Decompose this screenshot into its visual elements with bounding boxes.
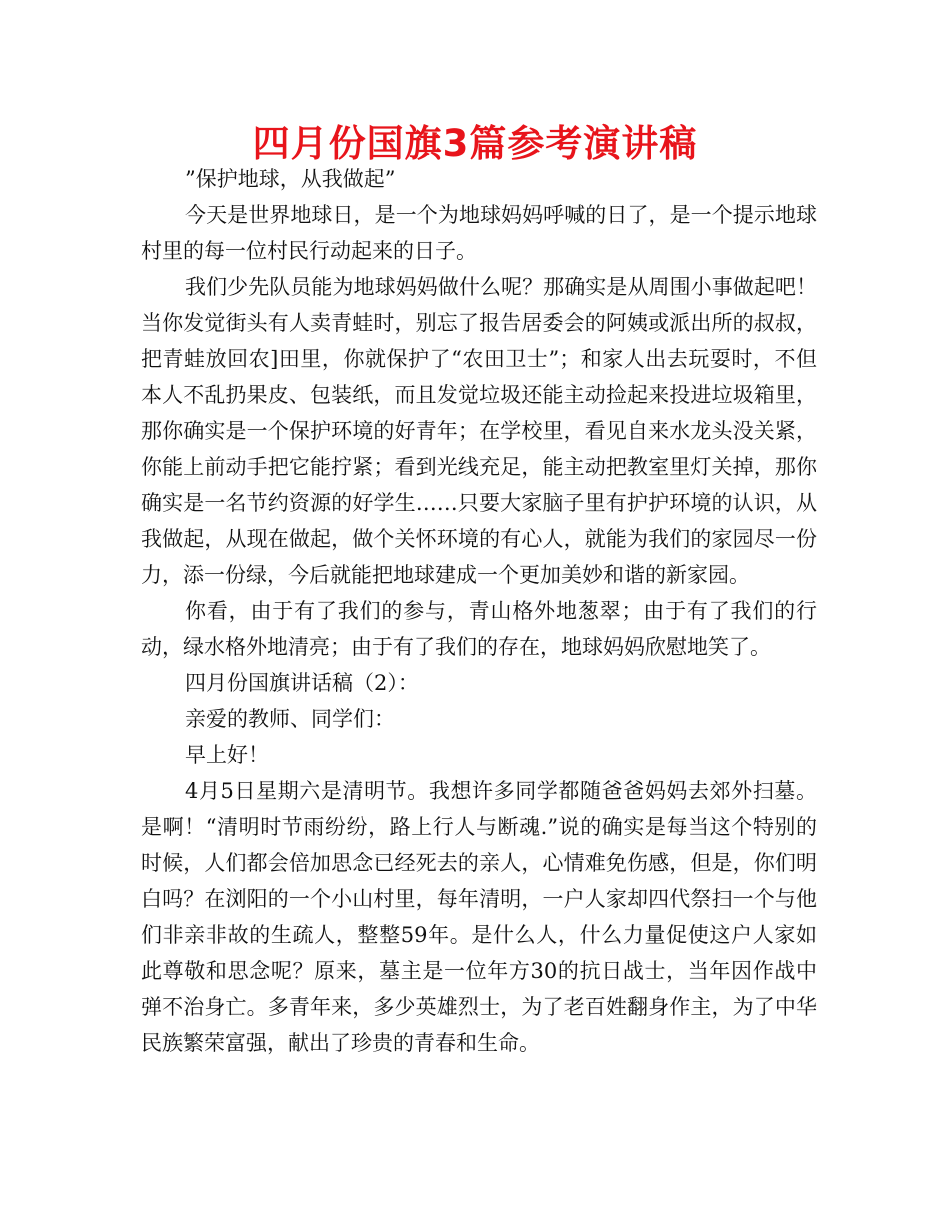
paragraph-earth-day: 今天是世界地球日，是一个为地球妈妈呼喊的日了，是一个提示地球村里的每一位村民行动起来的日子。 bbox=[141, 203, 817, 263]
document-title: 四月份国旗3篇参考演讲稿 bbox=[252, 122, 698, 165]
paragraph-qingming: 4月5日星期六是清明节。我想许多同学都随爸爸妈妈去郊外扫墓。是啊！“清明时节雨纷纷，路上行人与断魂.”说的确实是每当这个特别的时候，人们都会倍加思念已经死去的亲人，心情难免伤感，但是，你们明白吗？在浏阳的一个小山村里，每年清明，一户人家却四代祭扫一个与他们非亲非故的生疏人，整整59年。是什么人，什么力量促使这户人家如此尊敬和思念呢？原来，墓主是一位年方30的抗日战士，当年因作战中弹不治身亡。多青年来，多少英雄烈士，为了老百姓翻身作主，为了中华民族繁荣富强，献出了珍贵的青春和生命。 bbox=[141, 779, 817, 1055]
paragraph-speech-2-heading: 四月份国旗讲话稿（2）： bbox=[185, 671, 419, 695]
paragraph-conclusion: 你看，由于有了我们的参与，青山格外地葱翠；由于有了我们的行动，绿水格外地清亮；由于有了我们的存在，地球妈妈欣慰地笑了。 bbox=[141, 599, 817, 659]
paragraph-salutation: 亲爱的教师、同学们： bbox=[185, 707, 395, 731]
paragraph-slogan: ”保护地球，从我做起” bbox=[185, 167, 396, 191]
document-body bbox=[141, 161, 817, 1061]
paragraph-greeting: 早上好！ bbox=[185, 743, 269, 767]
paragraph-young-pioneers: 我们少先队员能为地球妈妈做什么呢？那确实是从周围小事做起吧！当你发觉街头有人卖青蛙时，别忘了报告居委会的阿姨或派出所的叔叔，把青蛙放回农]田里，你就保护了“农田卫士”；和家人出去玩耍时，不但本人不乱扔果皮、包装纸，而且发觉垃圾还能主动捡起来投进垃圾箱里，那你确实是一个保护环境的好青年；在学校里，看见自来水龙头没关紧，你能上前动手把它能拧紧；看到光线充足，能主动把教室里灯关掉，那你确实是一名节约资源的好学生……只要大家脑子里有护护环境的认识，从我做起，从现在做起，做个关怀环境的有心人，就能为我们的家园尽一份力，添一份绿，今后就能把地球建成一个更加美妙和谐的新家园。 bbox=[141, 275, 817, 587]
